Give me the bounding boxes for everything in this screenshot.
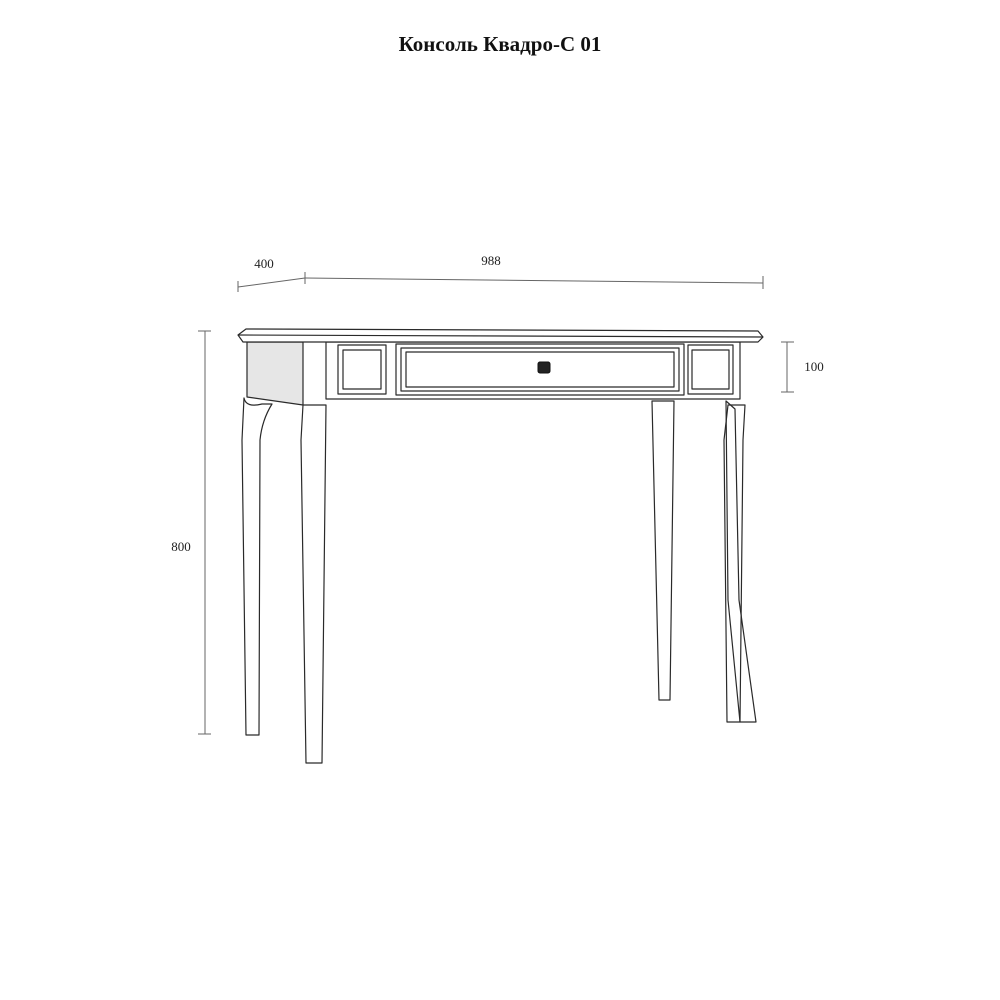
depth-dim-line (238, 278, 305, 287)
left-panel-inner (343, 350, 381, 389)
front-leg-left-front (301, 405, 326, 763)
width-dim-label: 988 (481, 253, 501, 268)
drawer-handle-icon[interactable] (538, 362, 550, 373)
right-panel-inner (692, 350, 729, 389)
back-leg-left (652, 401, 674, 700)
apron-dim-label: 100 (804, 359, 824, 374)
depth-dim-label: 400 (254, 256, 274, 271)
drawing-title: Консоль Квадро-С 01 (398, 32, 602, 56)
width-dim-line (305, 278, 763, 283)
console-table (238, 329, 763, 763)
side-panel (247, 342, 303, 405)
height-dim-label: 800 (171, 539, 191, 554)
front-leg-left-outer (242, 398, 272, 735)
